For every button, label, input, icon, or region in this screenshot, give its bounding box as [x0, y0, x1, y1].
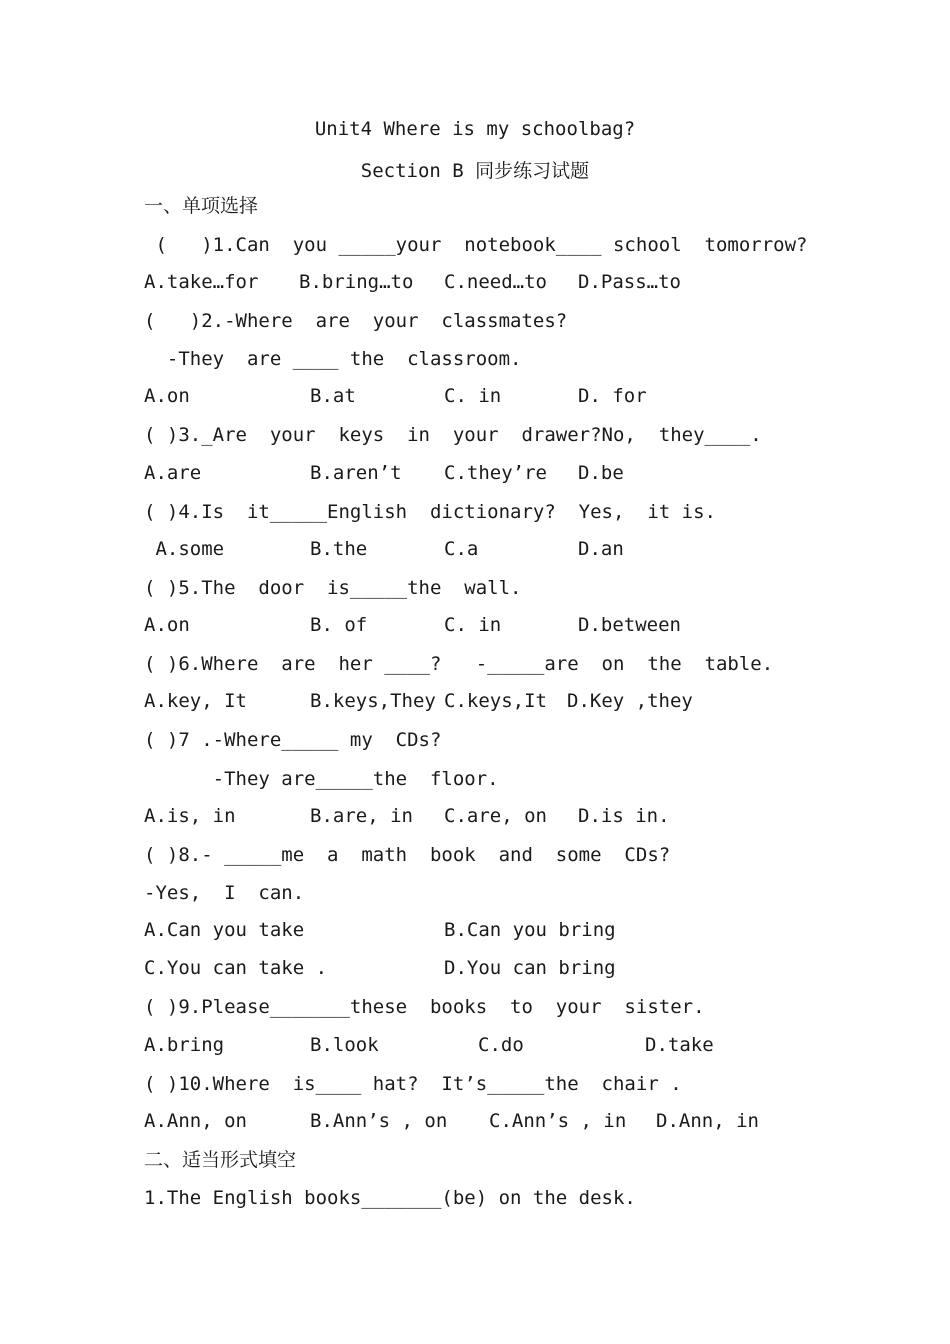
q3-option-c: C.they’re [444, 462, 547, 484]
q3-option-a: A.are [144, 462, 202, 484]
q1-option-b: B.bring…to [299, 271, 414, 293]
q8-option-d: D.You can bring [444, 957, 616, 979]
q8-stem: ( )8.- _____me a math book and some CDs? [144, 844, 671, 866]
q7-option-a: A.is, in [144, 805, 236, 827]
q8-option-b: B.Can you bring [444, 919, 616, 941]
q6-option-d: D.Key ,they [567, 690, 693, 712]
q1-option-c: C.need…to [444, 271, 547, 293]
q10-option-d: D.Ann, in [656, 1110, 759, 1132]
q10-option-b: B.Ann’s , on [310, 1110, 448, 1132]
q2-option-c: C. in [444, 385, 502, 407]
q5-option-a: A.on [144, 614, 190, 636]
q6-option-c: C.keys,It [444, 690, 547, 712]
q2-option-d: D. for [578, 385, 647, 407]
q8-option-c: C.You can take . [144, 957, 328, 979]
q7-option-c: C.are, on [444, 805, 547, 827]
q4-option-c: C.a [444, 538, 479, 560]
q6-stem: ( )6.Where are her ____? -_____are on the table. [144, 653, 774, 675]
q5-option-c: C. in [444, 614, 502, 636]
q1-option-d: D.Pass…to [578, 271, 681, 293]
q6-option-b: B.keys,They [310, 690, 436, 712]
section1-heading: 一、单项选择 [144, 195, 259, 217]
q7-stem: ( )7 .-Where_____ my CDs? [144, 729, 442, 751]
q5-option-b: B. of [310, 614, 368, 636]
q5-stem: ( )5.The door is_____the wall. [144, 577, 522, 599]
q1-stem: ( )1.Can you _____your notebook____ school tomorrow? [144, 234, 808, 256]
q9-option-b: B.look [310, 1034, 379, 1056]
q8-option-a: A.Can you take [144, 919, 305, 941]
q3-option-d: D.be [578, 462, 624, 484]
q8-stem-line2: -Yes, I can. [144, 882, 305, 904]
q10-stem: ( )10.Where is____ hat? It’s_____the chair . [144, 1073, 682, 1095]
q6-option-a: A.key, It [144, 690, 247, 712]
q2-option-b: B.at [310, 385, 356, 407]
q7-option-d: D.is in. [578, 805, 670, 827]
q7-stem-line2: -They are_____the floor. [144, 768, 499, 790]
q10-option-a: A.Ann, on [144, 1110, 247, 1132]
q5-option-d: D.between [578, 614, 681, 636]
q2-stem-line2: -They are ____ the classroom. [144, 348, 522, 370]
q2-option-a: A.on [144, 385, 190, 407]
q4-option-d: D.an [578, 538, 624, 560]
q4-option-b: B.the [310, 538, 368, 560]
q1-option-a: A.take…for [144, 271, 259, 293]
q9-stem: ( )9.Please_______these books to your sister. [144, 996, 705, 1018]
section2-heading: 二、适当形式填空 [144, 1149, 297, 1171]
q9-option-a: A.bring [144, 1034, 225, 1056]
q3-stem: ( )3._Are your keys in your drawer?No, they____. [144, 424, 762, 446]
worksheet-title: Unit4 Where is my schoolbag? [314, 118, 636, 140]
worksheet-subtitle: Section B 同步练习试题 [360, 160, 590, 182]
q9-option-d: D.take [645, 1034, 714, 1056]
q9-option-c: C.do [478, 1034, 524, 1056]
q3-option-b: B.aren’t [310, 462, 402, 484]
q10-option-c: C.Ann’s , in [489, 1110, 627, 1132]
q4-option-a: A.some [144, 538, 225, 560]
q4-stem: ( )4.Is it_____English dictionary? Yes, it is. [144, 501, 716, 523]
q2-stem: ( )2.-Where are your classmates? [144, 310, 568, 332]
s2-q1: 1.The English books_______(be) on the desk. [144, 1187, 636, 1209]
q7-option-b: B.are, in [310, 805, 413, 827]
